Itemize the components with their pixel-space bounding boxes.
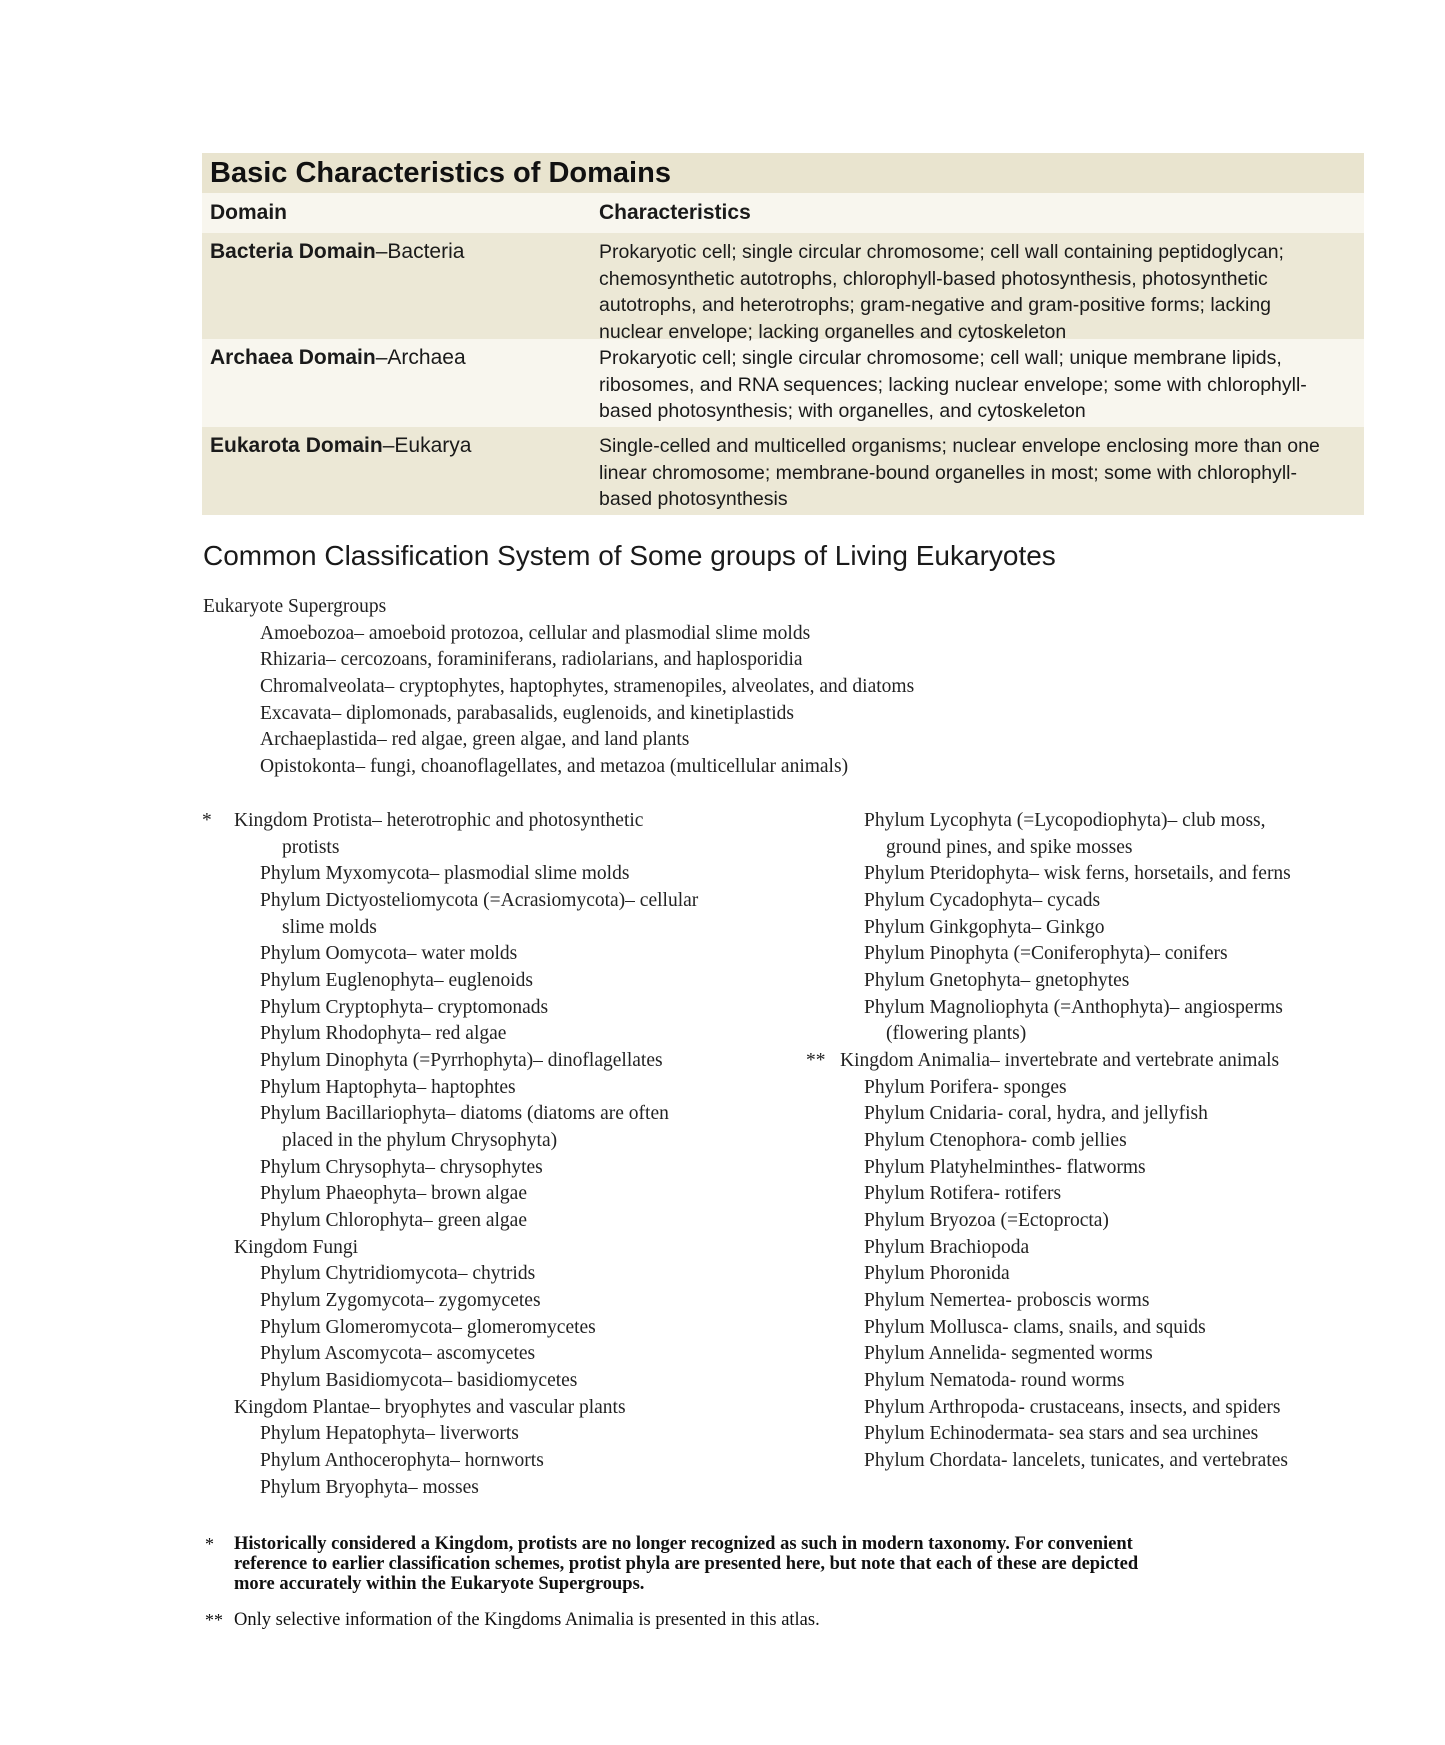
table-title-bar xyxy=(202,153,1364,193)
phylum-item: Phylum Rotifera- rotifers xyxy=(864,1183,1062,1204)
phylum-item: Phylum Bryozoa (=Ectoprocta) xyxy=(864,1210,1109,1231)
phylum-item: Phylum Myxomycota– plasmodial slime molds xyxy=(260,863,630,884)
footnote-marker: * xyxy=(202,810,212,831)
domain-kingdom: –Eukarya xyxy=(382,434,472,457)
supergroup-item: Chromalveolata– cryptophytes, haptophytes, stramenopiles, alveolates, and diatoms xyxy=(260,676,915,697)
table-header-row xyxy=(202,193,1364,233)
domain-kingdom: –Archaea xyxy=(375,346,466,369)
characteristics-line: based photosynthesis; with organelles, and cytoskeleton xyxy=(599,400,1086,422)
characteristics-line: Single-celled and multicelled organisms; nuclear envelope enclosing more than one xyxy=(599,435,1320,457)
phylum-item: Phylum Brachiopoda xyxy=(864,1237,1030,1258)
supergroups-label: Eukaryote Supergroups xyxy=(203,596,387,617)
phylum-item: Phylum Chytridiomycota– chytrids xyxy=(260,1263,536,1284)
phylum-item: Phylum Euglenophyta– euglenoids xyxy=(260,970,533,991)
table-title: Basic Characteristics of Domains xyxy=(210,157,671,189)
phylum-item: Phylum Gnetophyta– gnetophytes xyxy=(864,970,1130,991)
table-row-eukarota xyxy=(202,427,1364,515)
table-row-archaea xyxy=(202,339,1364,427)
phylum-item: Phylum Platyhelminthes- flatworms xyxy=(864,1157,1146,1178)
phylum-item-cont: placed in the phylum Chrysophyta) xyxy=(282,1130,558,1151)
phylum-item-cont: slime molds xyxy=(282,917,377,938)
phylum-item: Phylum Ginkgophyta– Ginkgo xyxy=(864,917,1105,938)
phylum-item-cont: ground pines, and spike mosses xyxy=(886,837,1133,858)
domain-name-cell xyxy=(210,345,599,423)
column-header-characteristics: Characteristics xyxy=(599,201,751,224)
domain-kingdom: –Bacteria xyxy=(375,240,465,263)
phylum-item: Phylum Oomycota– water molds xyxy=(260,943,518,964)
phylum-item: Phylum Anthocerophyta– hornworts xyxy=(260,1450,544,1471)
supergroup-item: Amoebozoa– amoeboid protozoa, cellular and plasmodial slime molds xyxy=(260,623,811,644)
phylum-item: Phylum Phoronida xyxy=(864,1263,1010,1284)
domain-name: Bacteria Domain xyxy=(210,240,376,263)
phylum-item: Phylum Haptophyta– haptophtes xyxy=(260,1077,516,1098)
phylum-item: Phylum Nemertea- proboscis worms xyxy=(864,1290,1150,1311)
phylum-item: Phylum Annelida- segmented worms xyxy=(864,1343,1153,1364)
phylum-item: Phylum Lycophyta (=Lycopodiophyta)– club moss, xyxy=(864,810,1266,831)
kingdom-protista: Kingdom Protista– heterotrophic and photosynthetic xyxy=(234,810,644,831)
phylum-item: Phylum Pinophyta (=Coniferophyta)– conifers xyxy=(864,943,1228,964)
phylum-item: Phylum Rhodophyta– red algae xyxy=(260,1023,507,1044)
phylum-item: Phylum Bacillariophyta– diatoms (diatoms are often xyxy=(260,1103,669,1124)
phylum-item: Phylum Magnoliophyta (=Anthophyta)– angiosperms xyxy=(864,997,1283,1018)
phylum-item: Phylum Echinodermata- sea stars and sea urchines xyxy=(864,1423,1259,1444)
phylum-item: Phylum Mollusca- clams, snails, and squids xyxy=(864,1317,1206,1338)
footnote-marker: ** xyxy=(806,1050,826,1071)
footnote-line: Historically considered a Kingdom, protists are no longer recognized as such in modern taxonomy. For convenient xyxy=(234,1534,1133,1554)
phylum-item: Phylum Glomeromycota– glomeromycetes xyxy=(260,1317,596,1338)
phylum-item: Phylum Dinophyta (=Pyrrhophyta)– dinoflagellates xyxy=(260,1050,663,1071)
domain-characteristics xyxy=(599,433,1339,511)
supergroup-item: Opistokonta– fungi, choanoflagellates, and metazoa (multicellular animals) xyxy=(260,756,849,777)
characteristics-line: ribosomes, and RNA sequences; lacking nuclear envelope; some with chlorophyll- xyxy=(599,373,1307,396)
phylum-item: Phylum Chlorophyta– green algae xyxy=(260,1210,527,1231)
phylum-item: Phylum Hepatophyta– liverworts xyxy=(260,1423,519,1444)
characteristics-line: Prokaryotic cell; single circular chromosome; cell wall containing peptidoglycan; xyxy=(599,241,1284,263)
phylum-item: Phylum Cycadophyta– cycads xyxy=(864,890,1101,911)
phylum-item: Phylum Ascomycota– ascomycetes xyxy=(260,1343,536,1364)
phylum-item: Phylum Basidiomycota– basidiomycetes xyxy=(260,1370,578,1391)
phylum-item: Phylum Chrysophyta– chrysophytes xyxy=(260,1157,543,1178)
characteristics-line: nuclear envelope; lacking organelles and cytoskeleton xyxy=(599,320,1067,343)
footnote-line: reference to earlier classification schemes, protist phyla are presented here, but note that each of these are depicted xyxy=(234,1554,1139,1574)
kingdom-protista-cont: protists xyxy=(282,837,340,858)
footnote-protists xyxy=(234,1534,1354,1594)
phylum-item: Phylum Dictyosteliomycota (=Acrasiomycota)– cellular xyxy=(260,890,699,911)
characteristics-line: Prokaryotic cell; single circular chromosome; cell wall; unique membrane lipids, xyxy=(599,347,1282,369)
supergroup-item: Excavata– diplomonads, parabasalids, euglenoids, and kinetiplastids xyxy=(260,703,794,724)
characteristics-line: autotrophs, and heterotrophs; gram-negative and gram-positive forms; lacking xyxy=(599,294,1272,316)
kingdom-animalia: Kingdom Animalia– invertebrate and vertebrate animals xyxy=(840,1050,1280,1071)
footnote-animalia: Only selective information of the Kingdoms Animalia is presented in this atlas. xyxy=(234,1610,820,1630)
kingdom-plantae: Kingdom Plantae– bryophytes and vascular plants xyxy=(234,1397,626,1418)
characteristics-line: chemosynthetic autotrophs, chlorophyll-based photosynthesis, photosynthetic xyxy=(599,267,1268,290)
characteristics-line: based photosynthesis xyxy=(599,488,788,510)
column-header-domain: Domain xyxy=(210,201,288,224)
phylum-item: Phylum Arthropoda- crustaceans, insects, and spiders xyxy=(864,1397,1281,1418)
section-heading: Common Classification System of Some groups of Living Eukaryotes xyxy=(203,540,1056,571)
phylum-item: Phylum Porifera- sponges xyxy=(864,1077,1067,1098)
phylum-item: Phylum Pteridophyta– wisk ferns, horsetails, and ferns xyxy=(864,863,1291,884)
footnote-line: more accurately within the Eukaryote Supergroups. xyxy=(234,1574,645,1594)
phylum-item-cont: (flowering plants) xyxy=(886,1023,1027,1044)
characteristics-line: linear chromosome; membrane-bound organelles in most; some with chlorophyll- xyxy=(599,461,1297,484)
supergroup-item: Archaeplastida– red algae, green algae, and land plants xyxy=(260,729,690,750)
domains-table xyxy=(202,153,1364,515)
phylum-item: Phylum Chordata- lancelets, tunicates, and vertebrates xyxy=(864,1450,1288,1471)
domain-characteristics xyxy=(599,239,1339,343)
phylum-item: Phylum Cnidaria- coral, hydra, and jellyfish xyxy=(864,1103,1208,1124)
phylum-item: Phylum Ctenophora- comb jellies xyxy=(864,1130,1127,1151)
phylum-item: Phylum Bryophyta– mosses xyxy=(260,1477,479,1498)
table-row-bacteria xyxy=(202,233,1364,343)
supergroup-item: Rhizaria– cercozoans, foraminiferans, radiolarians, and haplosporidia xyxy=(260,649,803,670)
phylum-item: Phylum Phaeophyta– brown algae xyxy=(260,1183,527,1204)
domain-name-cell xyxy=(210,239,599,335)
kingdom-fungi: Kingdom Fungi xyxy=(234,1237,359,1258)
domain-name-cell xyxy=(210,433,599,511)
domain-name: Archaea Domain xyxy=(210,346,376,369)
phylum-item: Phylum Zygomycota– zygomycetes xyxy=(260,1290,541,1311)
footnote-marker: * xyxy=(205,1534,214,1554)
domain-name: Eukarota Domain xyxy=(210,434,383,457)
domain-characteristics xyxy=(599,345,1339,423)
phylum-item: Phylum Nematoda- round worms xyxy=(864,1370,1125,1391)
footnote-marker: ** xyxy=(205,1610,223,1630)
phylum-item: Phylum Cryptophyta– cryptomonads xyxy=(260,997,549,1018)
